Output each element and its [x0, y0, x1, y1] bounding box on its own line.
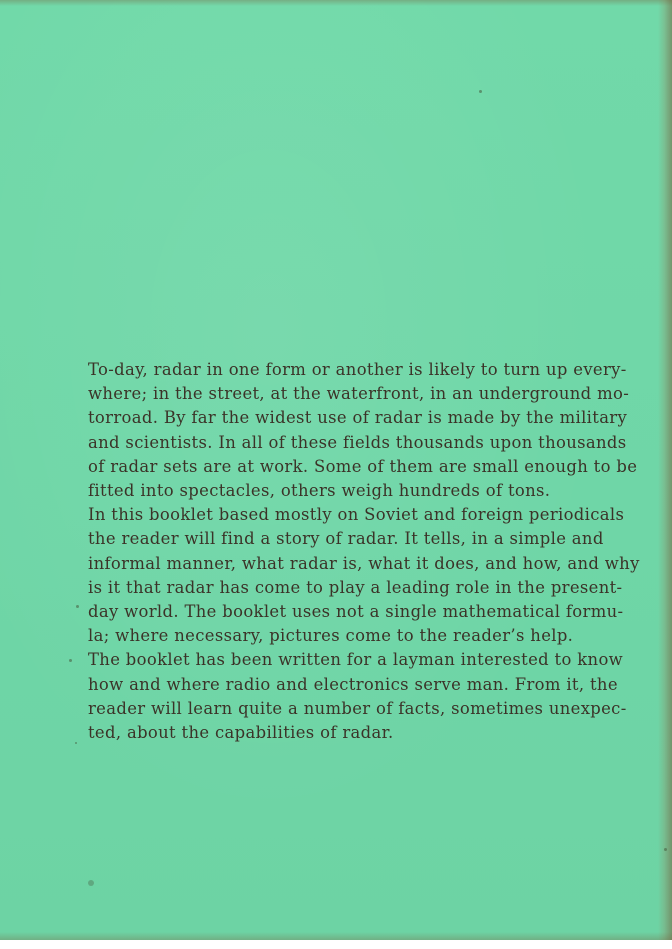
ink-speck — [664, 848, 667, 851]
blurb-line: is it that radar has come to play a leading role in the present- — [88, 577, 623, 597]
blurb-line: of radar sets are at work. Some of them are small enough to be — [88, 456, 638, 476]
ink-speck — [479, 90, 482, 93]
top-edge-wear — [0, 0, 672, 6]
blurb-line: and scientists. In all of these fields thousands upon thousands — [88, 432, 627, 452]
ink-speck — [88, 880, 94, 886]
blurb-line: reader will learn quite a number of facts, sometimes unexpec- — [88, 698, 627, 718]
blurb-line: where; in the street, at the waterfront, in an underground mo- — [88, 384, 630, 404]
blurb-line: fitted into spectacles, others weigh hundreds of tons. — [88, 481, 551, 501]
ink-speck — [76, 605, 79, 608]
blurb-line: ted, about the capabilities of radar. — [88, 723, 394, 743]
back-cover-blurb — [88, 358, 668, 745]
blurb-line: The booklet has been written for a layman interested to know — [88, 650, 624, 670]
bottom-edge-wear — [0, 932, 672, 940]
blurb-line: how and where radio and electronics serve man. From it, the — [88, 674, 618, 694]
ink-speck — [75, 742, 77, 744]
ink-speck — [69, 659, 72, 662]
blurb-line: the reader will find a story of radar. It tells, in a simple and — [88, 529, 604, 549]
blurb-line: In this booklet based mostly on Soviet and foreign periodicals — [88, 505, 625, 525]
blurb-line: torroad. By far the widest use of radar is made by the military — [88, 408, 628, 428]
blurb-line: informal manner, what radar is, what it does, and how, and why — [88, 553, 640, 573]
blurb-line: la; where necessary, pictures come to the reader’s help. — [88, 626, 574, 646]
blurb-line: day world. The booklet uses not a single mathematical formu- — [88, 602, 624, 622]
blurb-line: To-day, radar in one form or another is likely to turn up every- — [88, 360, 627, 379]
